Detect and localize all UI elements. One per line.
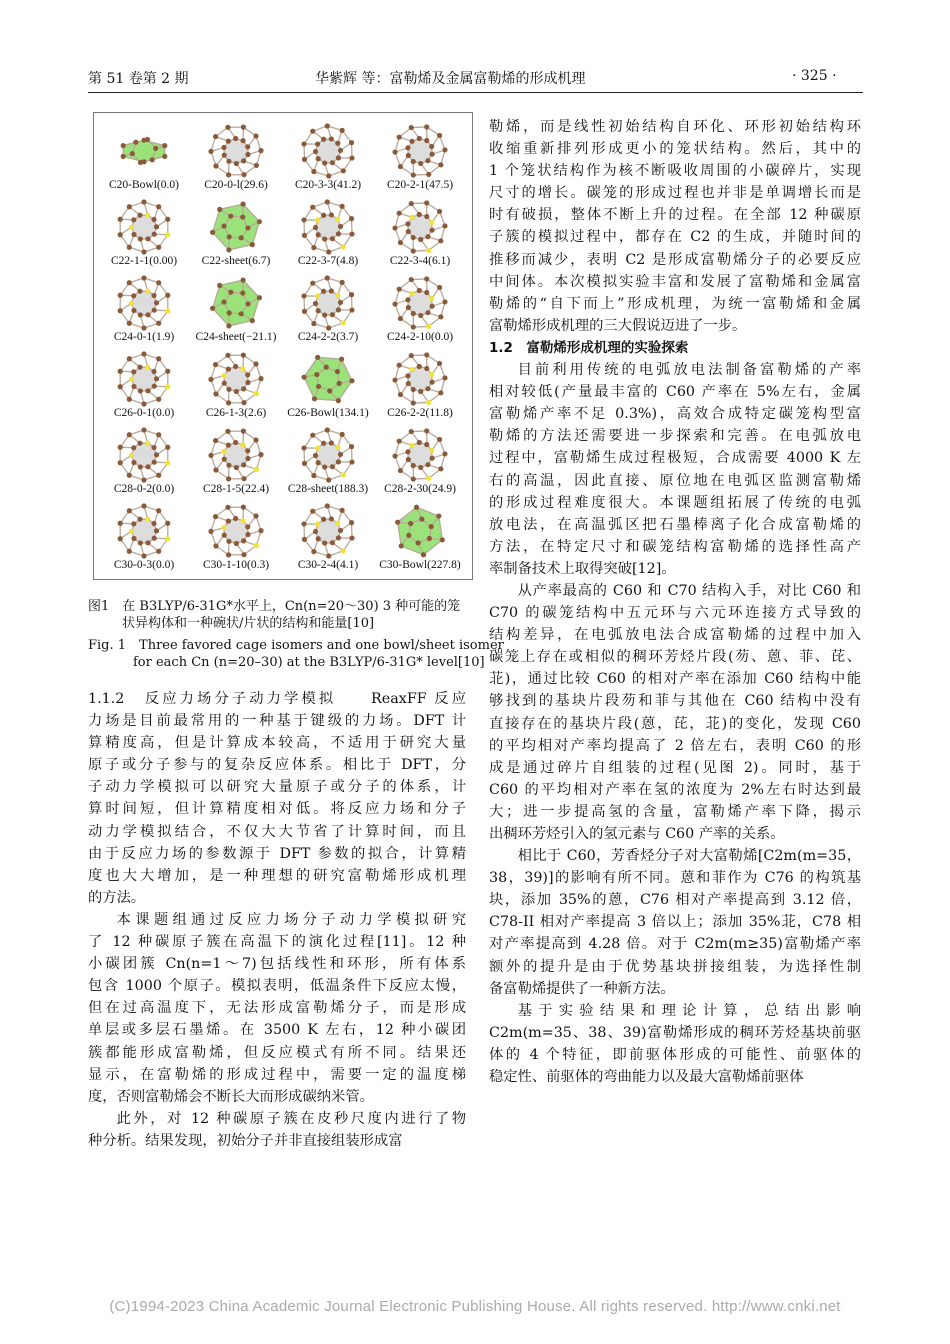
fullerene-structure-icon bbox=[114, 275, 174, 331]
text-line: 度，否则富勒烯会不断长大而形成碳纳米管。 bbox=[88, 1088, 374, 1105]
fullerene-structure-icon bbox=[298, 123, 358, 179]
text-line: 勒烯的“自下而上”形成机理，为统一富勒烯和金属 bbox=[489, 295, 861, 312]
page-number: · 325 · bbox=[792, 68, 837, 84]
text-line: C60 的平均相对产率在氢的浓度为 2%左右时达到最 bbox=[489, 781, 861, 798]
text-line: 度也大大增加，是一种理想的研究富勒烯形成机理 bbox=[88, 867, 466, 884]
text-line: 算时间短，但计算精度相对低。将反应力场和分子 bbox=[88, 801, 466, 818]
isomer-label: C30-1-10(0.3) bbox=[202, 559, 270, 571]
text-line: 大；进一步提高氢的含量，富勒烯产率下降，揭示 bbox=[489, 803, 861, 820]
fullerene-structure-icon bbox=[298, 503, 358, 559]
isomer-label: C24-2-2(3.7) bbox=[297, 331, 359, 343]
text-line: 原子或分子参与的复杂反应体系。相比于 DFT，分 bbox=[88, 757, 466, 774]
text-line: 力场是目前最常用的一种基于键级的力场。DFT 计 bbox=[88, 713, 466, 730]
text-line: 尺寸的增长。碳笼的形成过程也并非是单调增长而是 bbox=[489, 185, 861, 202]
text-line: 基于实验结果和理论计算，总结出影响 bbox=[517, 1002, 861, 1019]
fullerene-structure-icon bbox=[114, 199, 174, 255]
text-line: 时有破损，整体不断上升的过程。在全部 12 种碳原 bbox=[489, 207, 861, 224]
text-line: 本课题组通过反应力场分子动力学模拟研究 bbox=[116, 911, 466, 928]
text-line: 富勒烯产率不足 0.3%)，高效合成特定碳笼构型富 bbox=[489, 406, 861, 423]
text-line: 直接存在的基块片段(蒽，芘，苝)的变化，发现 C60 bbox=[489, 715, 861, 732]
header-rule bbox=[88, 92, 863, 93]
text-line: 但在过高温度下，无法形成富勒烯分子，而是形成 bbox=[88, 1000, 466, 1017]
text-line: 目前利用传统的电弧放电法制备富勒烯的产率 bbox=[517, 362, 861, 379]
text-line: 过程中，富勒烯生成过程极短，合成需要 4000 K 左 bbox=[489, 450, 861, 467]
isomer-label: C28-2-30(24.9) bbox=[384, 483, 456, 495]
isomer-label: C26-2-2(11.8) bbox=[387, 407, 453, 419]
text-line: 勒烯的方法还需要进一步探索和完善。在电弧放电 bbox=[489, 428, 861, 445]
text-line: 苝)，通过比较 C60 的相对产率在添加 C60 结构中能 bbox=[489, 671, 861, 688]
text-line: 子动力学模拟可以研究大量原子或分子的体系，计 bbox=[88, 779, 466, 796]
text-line: 38，39)]的影响有所不同。蒽和菲作为 C76 的构筑基 bbox=[489, 870, 861, 887]
text-line: 1.2 富勒烯形成机理的实验探索 bbox=[489, 339, 689, 356]
isomer-label: C30-2-4(4.1) bbox=[297, 559, 359, 571]
text-line: 包含 1000 个原子。模拟表明，低温条件下反应太慢， bbox=[88, 978, 466, 995]
text-line: 收缩重新排列形成更小的笼状结构。然后，其中的 bbox=[489, 141, 861, 158]
isomer-label: C24-2-10(0.0) bbox=[386, 331, 454, 343]
fullerene-structure-icon bbox=[206, 275, 266, 331]
isomer-label: C20-Bowl(0.0) bbox=[109, 179, 179, 191]
isomer-label: C20-0-l(29.6) bbox=[204, 179, 268, 191]
text-line: 单层或多层石墨烯。在 3500 K 左右，12 种小碳团 bbox=[88, 1022, 466, 1039]
text-line: 成是通过碎片自组装的过程(见图 2)。同时，基于 bbox=[489, 759, 861, 776]
text-line: 子簇的模拟过程中，都存在 C2 的生成，并随时间的 bbox=[489, 229, 861, 246]
text-line: 够找到的基块片段芴和菲与其他在 C60 结构中没有 bbox=[489, 693, 861, 710]
caption-cn-line2: 状异构体和一种碗状/片状的结构和能量[10] bbox=[122, 616, 375, 631]
fullerene-structure-icon bbox=[114, 351, 174, 407]
fullerene-structure-icon bbox=[114, 123, 174, 179]
text-line: C2m(m=35、38、39)富勒烯形成的稠环芳烃基块前驱 bbox=[489, 1024, 861, 1041]
fullerene-structure-icon bbox=[114, 503, 174, 559]
text-line: 了 12 种碳原子簇在高温下的演化过程[11]。12 种 bbox=[88, 934, 466, 951]
fullerene-structure-icon bbox=[298, 351, 358, 407]
figure-1 bbox=[93, 112, 473, 580]
isomer-label: C22-1-1(0.00) bbox=[110, 255, 178, 267]
fullerene-structure-icon bbox=[206, 351, 266, 407]
isomer-label: C22-3-7(4.8) bbox=[297, 255, 359, 267]
fullerene-structure-icon bbox=[298, 427, 358, 483]
left-column bbox=[88, 688, 466, 1152]
fullerene-structure-icon bbox=[298, 199, 358, 255]
text-line: 动力学模拟结合，不仅大大节省了计算时间，而且 bbox=[88, 823, 466, 840]
fullerene-structure-icon bbox=[390, 123, 450, 179]
caption-cn-line1: 图1 在 B3LYP/6-31G*水平上，Cn(n=20～30) 3 种可能的笼 bbox=[88, 599, 461, 614]
isomer-label: C28-1-5(22.4) bbox=[202, 483, 270, 495]
text-line: 对产率提高到 4.28 倍。对于 C2m(m≥35)富勒烯产率 bbox=[489, 936, 861, 953]
isomer-label: C22-3-4(6.1) bbox=[389, 255, 451, 267]
text-line: 中间体。本次模拟实验丰富和发展了富勒烯和金属富 bbox=[489, 273, 861, 290]
text-line: 右的高温，因此直接、原位地在电弧区监测富勒烯 bbox=[489, 472, 861, 489]
text-line: 出稠环芳烃引入的氢元素与 C60 产率的关系。 bbox=[489, 826, 785, 842]
text-line: 从产率最高的 C60 和 C70 结构入手，对比 C60 和 bbox=[517, 582, 861, 599]
text-line: 放电法，在高温弧区把石墨棒离子化合成富勒烯的 bbox=[489, 516, 861, 533]
isomer-label: C24-sheet(−21.1) bbox=[195, 331, 277, 343]
text-line: 富勒烯形成机理的三大假说迈进了一步。 bbox=[489, 317, 747, 334]
text-line: 块，添加 35%的蒽，C76 相对产率提高到 3.12 倍， bbox=[489, 892, 861, 909]
text-line: 小碳团簇 Cn(n=1～7)包括线性和环形，所有体系 bbox=[88, 956, 466, 973]
text-line: 种分析。结果发现，初始分子并非直接组装形成富 bbox=[88, 1132, 403, 1149]
text-line: 体的 4 个特征，即前驱体形成的可能性、前驱体的 bbox=[489, 1046, 861, 1063]
text-line: 1.1.2 反应力场分子动力学模拟 ReaxFF 反应 bbox=[88, 691, 466, 707]
text-line: 相比于 C60，芳香烃分子对大富勒烯[C2m(m=35， bbox=[517, 848, 861, 865]
text-line: 算精度高，但是计算成本较高，不适用于研究大量 bbox=[88, 735, 466, 752]
right-column bbox=[489, 116, 861, 1088]
text-line: 的平均相对产率均提高了 2 倍左右，表明 C60 的形 bbox=[489, 737, 861, 754]
text-line: 相对较低(产量最丰富的 C60 产率在 5%左右，金属 bbox=[489, 384, 861, 401]
text-line: 勒烯，而是线性初始结构自环化、环形初始结构环 bbox=[489, 119, 861, 135]
text-line: 1 个笼状结构作为核不断吸收周围的小碳碎片，实现 bbox=[489, 163, 861, 180]
isomer-label: C20-3-3(41.2) bbox=[294, 179, 362, 191]
fullerene-structure-icon bbox=[390, 199, 450, 255]
fullerene-structure-icon bbox=[206, 123, 266, 179]
text-line: 方法，在特定尺寸和碳笼结构富勒烯的选择性高产 bbox=[489, 538, 861, 555]
isomer-label: C28-sheet(188.3) bbox=[287, 483, 369, 495]
text-line: 备富勒烯提供了一种新方法。 bbox=[489, 980, 675, 997]
text-line: 的形成过程难度很大。本课题组拓展了传统的电弧 bbox=[489, 494, 861, 511]
isomer-label: C24-0-1(1.9) bbox=[113, 331, 175, 343]
isomer-label: C26-1-3(2.6) bbox=[205, 407, 267, 419]
text-line: C78-II 相对产率提高 3 倍以上；添加 35%苝，C78 相 bbox=[489, 914, 861, 931]
isomer-label: C20-2-1(47.5) bbox=[386, 179, 454, 191]
isomer-label: C28-0-2(0.0) bbox=[113, 483, 175, 495]
fullerene-structure-icon bbox=[390, 503, 450, 559]
text-line: 推移而减少，表明 C2 是形成富勒烯分子的必要反应 bbox=[489, 251, 861, 268]
text-line: 碳笼上存在或相似的稠环芳烃片段(芴、蒽、菲、芘、 bbox=[489, 649, 861, 666]
text-line: 簇都能形成富勒烯，但反应模式有所不同。结果还 bbox=[88, 1044, 466, 1061]
caption-en-line1: Fig. 1 Three favored cage isomers and one bowl/sheet isomer bbox=[88, 638, 504, 653]
text-line: C70 的碳笼结构中五元环与六元环连接方式导致的 bbox=[489, 605, 861, 622]
isomer-label: C22-sheet(6.7) bbox=[201, 255, 271, 267]
fullerene-structure-icon bbox=[390, 275, 450, 331]
text-line: 此外，对 12 种碳原子簇在皮秒尺度内进行了物 bbox=[116, 1110, 466, 1127]
isomer-label: C26-0-1(0.0) bbox=[113, 407, 175, 419]
text-line: 率制备技术上取得突破[12]。 bbox=[489, 560, 676, 577]
fullerene-structure-icon bbox=[298, 275, 358, 331]
fullerene-structure-icon bbox=[114, 427, 174, 483]
fullerene-structure-icon bbox=[390, 351, 450, 407]
text-line: 稳定性、前驱体的弯曲能力以及最大富勒烯前驱体 bbox=[489, 1069, 804, 1086]
fullerene-structure-icon bbox=[206, 427, 266, 483]
text-line: 额外的提升是由于优势基块拼接组装，为选择性制 bbox=[489, 958, 861, 975]
copyright-footer: (C)1994-2023 China Academic Journal Electronic Publishing House. All rights reserved. http://www.cnki.net bbox=[109, 1298, 841, 1315]
isomer-label: C30-0-3(0.0) bbox=[113, 559, 175, 571]
caption-en-line2: for each Cn (n=20–30) at the B3LYP/6-31G* level[10] bbox=[133, 655, 485, 670]
text-line: 由于反应力场的参数源于 DFT 参数的拟合，计算精 bbox=[88, 845, 466, 862]
fullerene-structure-icon bbox=[390, 427, 450, 483]
text-line: 的方法。 bbox=[88, 889, 146, 906]
isomer-label: C26-Bowl(134.1) bbox=[287, 407, 369, 419]
running-title: 华紫辉 等：富勒烯及金属富勒烯的形成机理 bbox=[315, 71, 586, 87]
journal-volume: 第 51 卷第 2 期 bbox=[88, 71, 189, 87]
fullerene-structure-icon bbox=[206, 199, 266, 255]
fullerene-structure-icon bbox=[206, 503, 266, 559]
text-line: 结构差异，在电弧放电法合成富勒烯的过程中加入 bbox=[489, 627, 861, 644]
text-line: 显示，在富勒烯的形成过程中，需要一定的温度梯 bbox=[88, 1066, 466, 1083]
isomer-label: C30-Bowl(227.8) bbox=[379, 559, 461, 571]
